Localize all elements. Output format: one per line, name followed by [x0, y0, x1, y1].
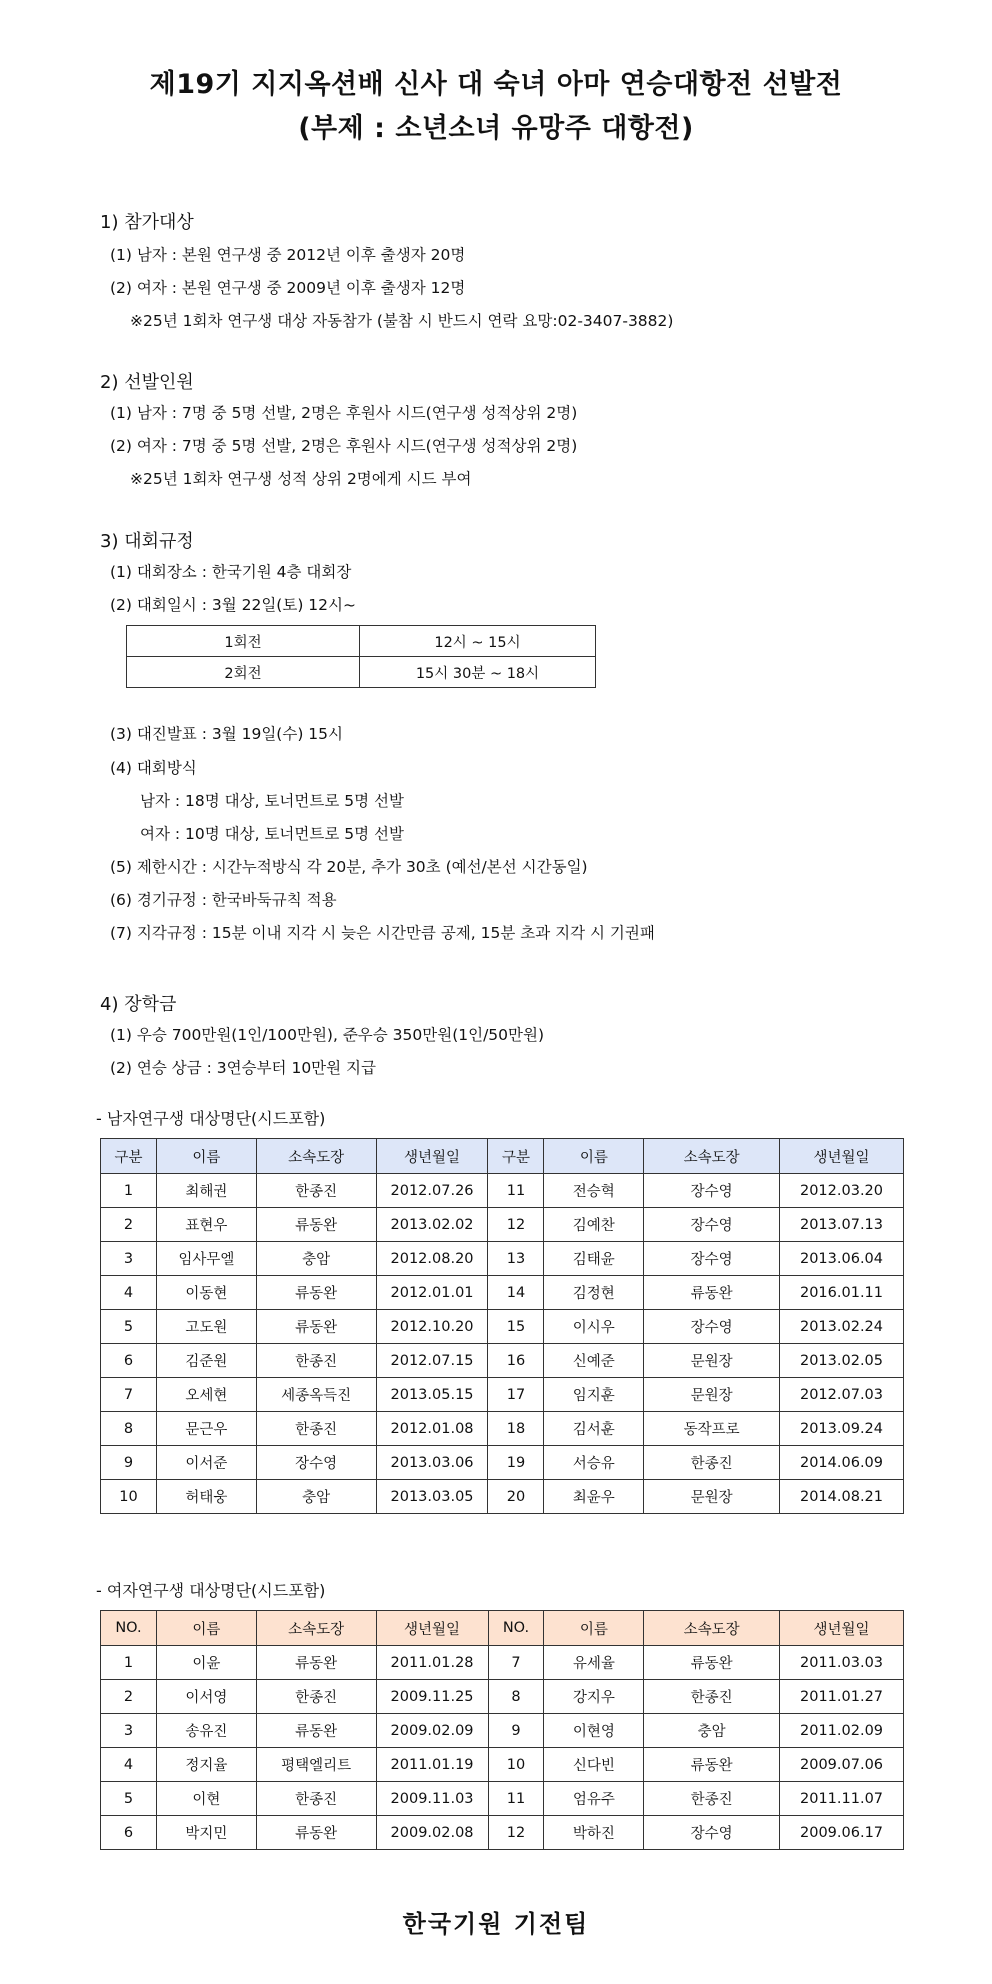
- table-cell: 2012.07.03: [780, 1378, 904, 1412]
- table-cell: 11: [488, 1782, 544, 1816]
- table-row: [101, 1412, 904, 1446]
- table-cell: 한종진: [256, 1412, 376, 1446]
- table-cell: 김정현: [544, 1276, 644, 1310]
- table-row: [101, 1748, 904, 1782]
- prize-streak: (2) 연승 상금 : 3연승부터 10만원 지급: [110, 1059, 377, 1077]
- section-heading-participants: 1) 참가대상: [100, 212, 194, 233]
- table-cell: 1: [101, 1646, 157, 1680]
- table-cell: 2013.07.13: [780, 1208, 904, 1242]
- table-cell: 2009.02.08: [376, 1816, 488, 1850]
- girls-roster-table: [100, 1610, 904, 1850]
- table-cell: 6: [101, 1344, 157, 1378]
- table-cell: 4: [101, 1276, 157, 1310]
- table-cell: 2: [101, 1680, 157, 1714]
- table-row: [101, 1782, 904, 1816]
- table-cell: 12: [488, 1208, 544, 1242]
- selection-female: (2) 여자 : 7명 중 5명 선발, 2명은 후원사 시드(연구생 성적상위 2명): [110, 437, 578, 455]
- table-cell: 2011.03.03: [780, 1646, 904, 1680]
- rules-time-limit: (5) 제한시간 : 시간누적방식 각 20분, 추가 30초 (예선/본선 시간동일): [110, 858, 588, 876]
- column-header: 소속도장: [256, 1611, 376, 1646]
- table-cell: 문원장: [644, 1378, 780, 1412]
- table-cell: 9: [101, 1446, 157, 1480]
- table-cell: 류동완: [256, 1714, 376, 1748]
- table-cell: 문원장: [644, 1344, 780, 1378]
- table-cell: 류동완: [644, 1646, 780, 1680]
- schedule-row: [127, 626, 596, 657]
- girls-roster-body: [101, 1646, 904, 1850]
- table-cell: 3: [101, 1714, 157, 1748]
- column-header: 이름: [544, 1139, 644, 1174]
- table-cell: 신다빈: [544, 1748, 644, 1782]
- table-cell: 장수영: [256, 1446, 376, 1480]
- table-cell: 김서훈: [544, 1412, 644, 1446]
- table-cell: 2011.02.09: [780, 1714, 904, 1748]
- table-cell: 5: [101, 1782, 157, 1816]
- table-cell: 14: [488, 1276, 544, 1310]
- table-cell: 2011.11.07: [780, 1782, 904, 1816]
- table-row: [101, 1242, 904, 1276]
- section-heading-prizes: 4) 장학금: [100, 994, 177, 1015]
- table-cell: 김준원: [156, 1344, 256, 1378]
- table-row: [101, 1344, 904, 1378]
- table-row: [101, 1480, 904, 1514]
- schedule-row: [127, 657, 596, 688]
- column-header: NO.: [488, 1611, 544, 1646]
- table-cell: 한종진: [256, 1782, 376, 1816]
- table-cell: 전승혁: [544, 1174, 644, 1208]
- column-header: 구분: [101, 1139, 157, 1174]
- table-cell: 최해권: [156, 1174, 256, 1208]
- section-heading-selection: 2) 선발인원: [100, 372, 194, 393]
- column-header: 생년월일: [376, 1139, 488, 1174]
- table-cell: 2013.02.02: [376, 1208, 488, 1242]
- table-row: [101, 1714, 904, 1748]
- table-cell: 임지훈: [544, 1378, 644, 1412]
- table-cell: 문원장: [644, 1480, 780, 1514]
- page-title: 제19기 지지옥션배 신사 대 숙녀 아마 연승대항전 선발전: [149, 69, 843, 100]
- table-cell: 6: [101, 1816, 157, 1850]
- table-row: [101, 1680, 904, 1714]
- table-cell: 2013.06.04: [780, 1242, 904, 1276]
- table-cell: 2011.01.28: [376, 1646, 488, 1680]
- table-cell: 김태윤: [544, 1242, 644, 1276]
- table-cell: 2012.03.20: [780, 1174, 904, 1208]
- table-cell: 16: [488, 1344, 544, 1378]
- participants-male: (1) 남자 : 본원 연구생 중 2012년 이후 출생자 20명: [110, 246, 466, 264]
- schedule-time: 15시 30분 ~ 18시: [360, 657, 596, 688]
- table-cell: 19: [488, 1446, 544, 1480]
- table-cell: 임사무엘: [156, 1242, 256, 1276]
- table-cell: 이시우: [544, 1310, 644, 1344]
- table-cell: 류동완: [256, 1816, 376, 1850]
- table-cell: 류동완: [256, 1310, 376, 1344]
- rules-date: (2) 대회일시 : 3월 22일(토) 12시~: [110, 596, 356, 614]
- table-header-row: [101, 1611, 904, 1646]
- table-cell: 5: [101, 1310, 157, 1344]
- table-cell: 엄유주: [544, 1782, 644, 1816]
- table-cell: 신예준: [544, 1344, 644, 1378]
- table-cell: 2012.07.26: [376, 1174, 488, 1208]
- rules-venue: (1) 대회장소 : 한국기원 4층 대회장: [110, 563, 352, 581]
- boys-list-title: - 남자연구생 대상명단(시드포함): [96, 1109, 326, 1128]
- table-cell: 2013.05.15: [376, 1378, 488, 1412]
- selection-note: ※25년 1회차 연구생 성적 상위 2명에게 시드 부여: [130, 470, 472, 488]
- rules-format-female: 여자 : 10명 대상, 토너먼트로 5명 선발: [140, 825, 404, 843]
- table-cell: 동작프로: [644, 1412, 780, 1446]
- table-cell: 장수영: [644, 1208, 780, 1242]
- table-cell: 3: [101, 1242, 157, 1276]
- table-row: [101, 1646, 904, 1680]
- table-cell: 이서준: [156, 1446, 256, 1480]
- table-cell: 2013.03.06: [376, 1446, 488, 1480]
- rules-format-male: 남자 : 18명 대상, 토너먼트로 5명 선발: [140, 792, 404, 810]
- table-cell: 박하진: [544, 1816, 644, 1850]
- column-header: NO.: [101, 1611, 157, 1646]
- table-cell: 2009.11.25: [376, 1680, 488, 1714]
- column-header: 생년월일: [376, 1611, 488, 1646]
- table-cell: 장수영: [644, 1174, 780, 1208]
- page-subtitle: (부제 : 소년소녀 유망주 대항전): [298, 113, 694, 144]
- table-cell: 서승유: [544, 1446, 644, 1480]
- table-cell: 2013.09.24: [780, 1412, 904, 1446]
- table-cell: 1: [101, 1174, 157, 1208]
- table-cell: 7: [488, 1646, 544, 1680]
- rules-format: (4) 대회방식: [110, 759, 197, 777]
- column-header: 생년월일: [780, 1139, 904, 1174]
- table-cell: 8: [101, 1412, 157, 1446]
- table-cell: 류동완: [256, 1276, 376, 1310]
- table-cell: 한종진: [644, 1680, 780, 1714]
- table-cell: 10: [488, 1748, 544, 1782]
- table-cell: 충암: [256, 1242, 376, 1276]
- table-cell: 이현영: [544, 1714, 644, 1748]
- table-cell: 이서영: [156, 1680, 256, 1714]
- table-cell: 18: [488, 1412, 544, 1446]
- table-cell: 충암: [256, 1480, 376, 1514]
- table-row: [101, 1378, 904, 1412]
- selection-male: (1) 남자 : 7명 중 5명 선발, 2명은 후원사 시드(연구생 성적상위 2명): [110, 404, 578, 422]
- table-row: [101, 1276, 904, 1310]
- table-cell: 장수영: [644, 1242, 780, 1276]
- table-cell: 이윤: [156, 1646, 256, 1680]
- column-header: 소속도장: [256, 1139, 376, 1174]
- table-cell: 17: [488, 1378, 544, 1412]
- table-cell: 7: [101, 1378, 157, 1412]
- participants-note: ※25년 1회차 연구생 대상 자동참가 (불참 시 반드시 연락 요망:02-3407-3882): [130, 312, 674, 330]
- table-cell: 류동완: [256, 1208, 376, 1242]
- table-cell: 이현: [156, 1782, 256, 1816]
- rules-game-rules: (6) 경기규정 : 한국바둑규칙 적용: [110, 891, 337, 909]
- table-cell: 송유진: [156, 1714, 256, 1748]
- table-cell: 2009.07.06: [780, 1748, 904, 1782]
- table-cell: 박지민: [156, 1816, 256, 1850]
- table-cell: 한종진: [256, 1174, 376, 1208]
- column-header: 소속도장: [644, 1611, 780, 1646]
- table-cell: 오세현: [156, 1378, 256, 1412]
- table-cell: 김예찬: [544, 1208, 644, 1242]
- section-heading-rules: 3) 대회규정: [100, 531, 194, 552]
- table-cell: 류동완: [256, 1646, 376, 1680]
- table-cell: 충암: [644, 1714, 780, 1748]
- table-cell: 표현우: [156, 1208, 256, 1242]
- participants-female: (2) 여자 : 본원 연구생 중 2009년 이후 출생자 12명: [110, 279, 466, 297]
- table-cell: 20: [488, 1480, 544, 1514]
- table-cell: 한종진: [644, 1782, 780, 1816]
- table-row: [101, 1446, 904, 1480]
- table-header-row: [101, 1139, 904, 1174]
- table-cell: 이동현: [156, 1276, 256, 1310]
- column-header: 이름: [544, 1611, 644, 1646]
- table-cell: 문근우: [156, 1412, 256, 1446]
- table-cell: 2013.03.05: [376, 1480, 488, 1514]
- schedule-round: 1회전: [127, 626, 360, 657]
- table-row: [101, 1208, 904, 1242]
- table-cell: 2014.08.21: [780, 1480, 904, 1514]
- table-cell: 한종진: [644, 1446, 780, 1480]
- table-cell: 한종진: [256, 1344, 376, 1378]
- column-header: 이름: [156, 1139, 256, 1174]
- table-cell: 유세율: [544, 1646, 644, 1680]
- table-cell: 류동완: [644, 1748, 780, 1782]
- table-cell: 장수영: [644, 1816, 780, 1850]
- table-cell: 2011.01.27: [780, 1680, 904, 1714]
- table-cell: 정지율: [156, 1748, 256, 1782]
- table-cell: 세종옥득진: [256, 1378, 376, 1412]
- table-cell: 강지우: [544, 1680, 644, 1714]
- table-cell: 15: [488, 1310, 544, 1344]
- schedule-table: [126, 625, 596, 688]
- table-cell: 2011.01.19: [376, 1748, 488, 1782]
- table-row: [101, 1310, 904, 1344]
- table-cell: 평택엘리트: [256, 1748, 376, 1782]
- table-cell: 13: [488, 1242, 544, 1276]
- table-cell: 최윤우: [544, 1480, 644, 1514]
- table-cell: 11: [488, 1174, 544, 1208]
- table-cell: 2013.02.05: [780, 1344, 904, 1378]
- table-cell: 2012.08.20: [376, 1242, 488, 1276]
- column-header: 생년월일: [780, 1611, 904, 1646]
- boys-roster-body: [101, 1174, 904, 1514]
- table-cell: 2014.06.09: [780, 1446, 904, 1480]
- schedule-round: 2회전: [127, 657, 360, 688]
- table-cell: 2012.10.20: [376, 1310, 488, 1344]
- table-cell: 고도원: [156, 1310, 256, 1344]
- table-cell: 8: [488, 1680, 544, 1714]
- table-cell: 2: [101, 1208, 157, 1242]
- table-cell: 12: [488, 1816, 544, 1850]
- table-cell: 장수영: [644, 1310, 780, 1344]
- table-cell: 2012.07.15: [376, 1344, 488, 1378]
- girls-list-title: - 여자연구생 대상명단(시드포함): [96, 1581, 326, 1600]
- table-cell: 2013.02.24: [780, 1310, 904, 1344]
- table-cell: 류동완: [644, 1276, 780, 1310]
- table-cell: 2012.01.01: [376, 1276, 488, 1310]
- table-cell: 4: [101, 1748, 157, 1782]
- table-cell: 9: [488, 1714, 544, 1748]
- prize-winner: (1) 우승 700만원(1인/100만원), 준우승 350만원(1인/50만원): [110, 1026, 545, 1044]
- rules-late: (7) 지각규정 : 15분 이내 지각 시 늦은 시간만큼 공제, 15분 초과 지각 시 기권패: [110, 924, 655, 942]
- table-cell: 2009.11.03: [376, 1782, 488, 1816]
- table-cell: 2012.01.08: [376, 1412, 488, 1446]
- table-row: [101, 1816, 904, 1850]
- table-row: [101, 1174, 904, 1208]
- table-cell: 10: [101, 1480, 157, 1514]
- table-cell: 허태웅: [156, 1480, 256, 1514]
- column-header: 구분: [488, 1139, 544, 1174]
- column-header: 이름: [156, 1611, 256, 1646]
- table-cell: 2009.06.17: [780, 1816, 904, 1850]
- table-cell: 한종진: [256, 1680, 376, 1714]
- issuer-footer: 한국기원 기전팀: [402, 1910, 590, 1938]
- schedule-time: 12시 ~ 15시: [360, 626, 596, 657]
- table-cell: 2009.02.09: [376, 1714, 488, 1748]
- rules-draw: (3) 대진발표 : 3월 19일(수) 15시: [110, 725, 343, 743]
- table-cell: 2016.01.11: [780, 1276, 904, 1310]
- boys-roster-table: [100, 1138, 904, 1514]
- column-header: 소속도장: [644, 1139, 780, 1174]
